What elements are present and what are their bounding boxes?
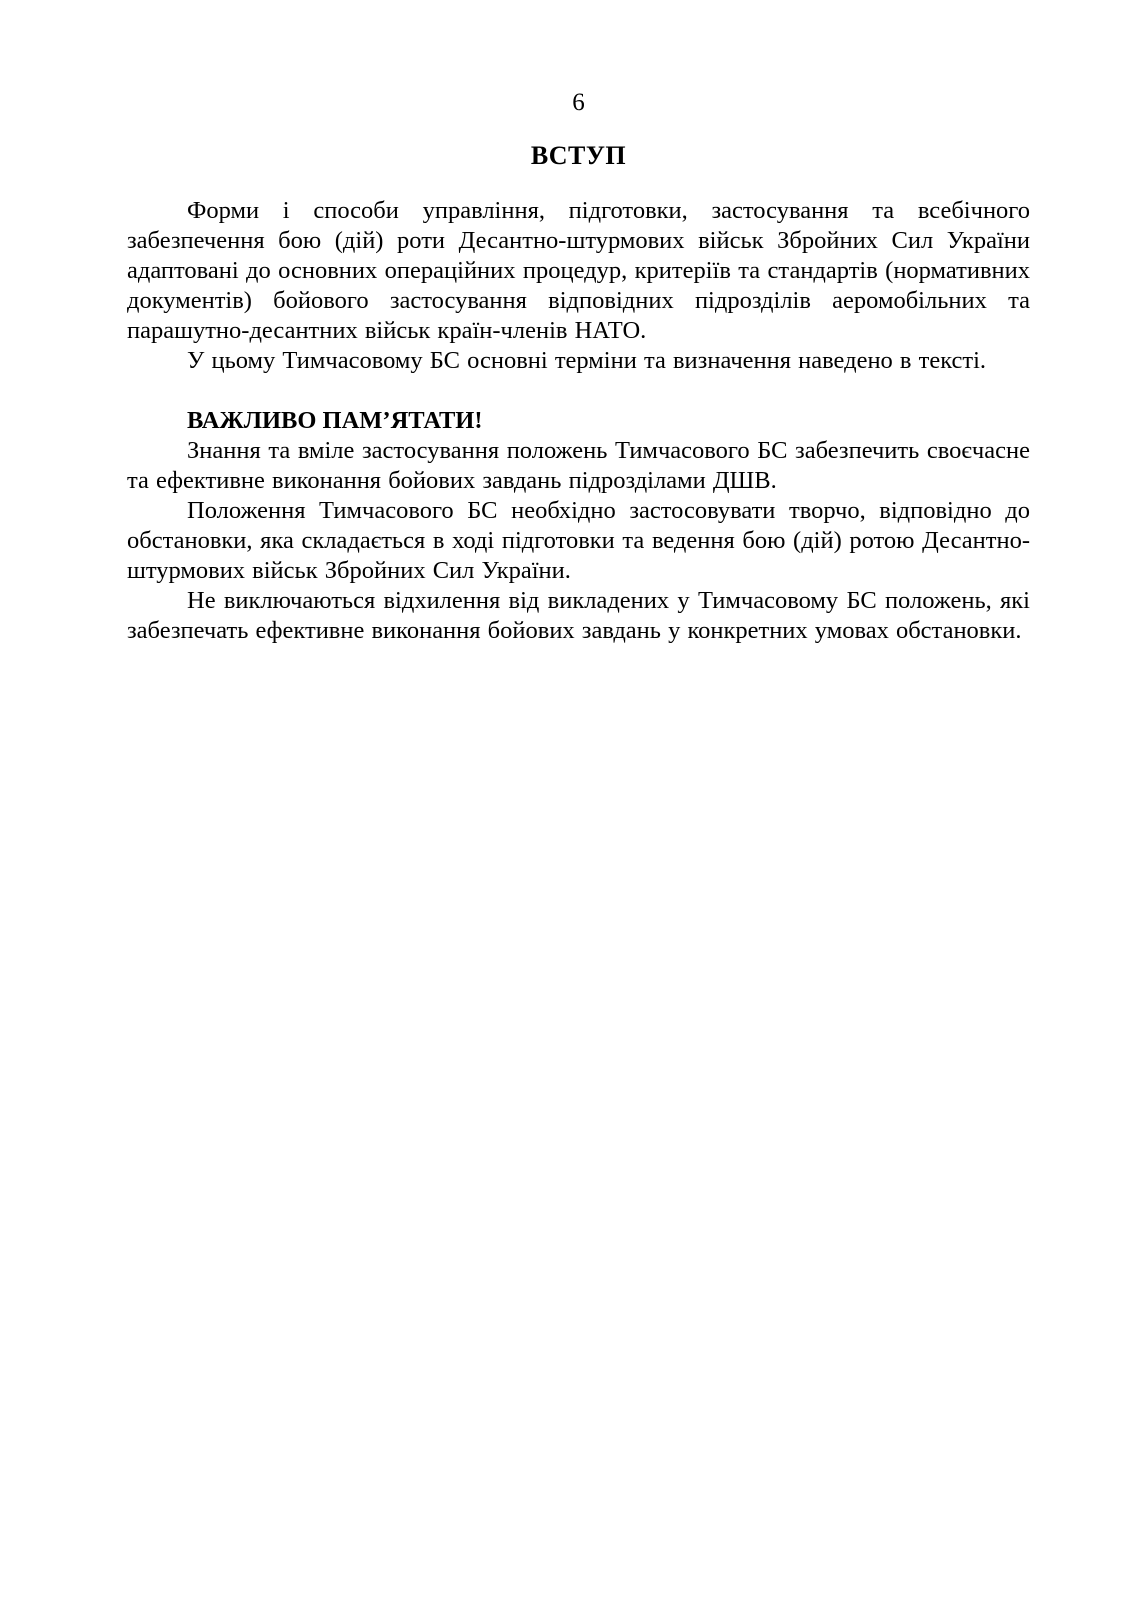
paragraph-important-2: Положення Тимчасового БС необхідно застосовувати творчо, відповідно до обстановки, яка складається в ході підготовки та ведення бою (дій) ротою Десантно-штурмових військ Збройних Сил України. — [127, 497, 1030, 584]
important-note-heading: ВАЖЛИВО ПАМ’ЯТАТИ! — [187, 407, 483, 434]
paragraph-important-1: Знання та вміле застосування положень Тимчасового БС забезпечить своєчасне та ефективне виконання бойових завдань підрозділами ДШВ. — [127, 437, 1030, 494]
page-title: ВСТУП — [530, 141, 627, 170]
paragraph-intro-1: Форми і способи управління, підготовки, застосування та всебічного забезпечення бою (дій) роти Десантно-штурмових військ Збройних Сил України адаптовані до основних операційних процедур, критеріїв та стандартів (нормативних документів) бойового застосування відповідних підрозділів аеромобільних та парашутно-десантних військ країн-членів НАТО. — [127, 197, 1030, 344]
page-number: 6 — [572, 89, 585, 116]
paragraph-intro-2: У цьому Тимчасовому БС основні терміни та визначення наведено в тексті. — [187, 347, 987, 374]
paragraph-important-3: Не виключаються відхилення від викладених у Тимчасовому БС положень, які забезпечать ефективне виконання бойових завдань у конкретних умовах обстановки. — [127, 587, 1030, 644]
